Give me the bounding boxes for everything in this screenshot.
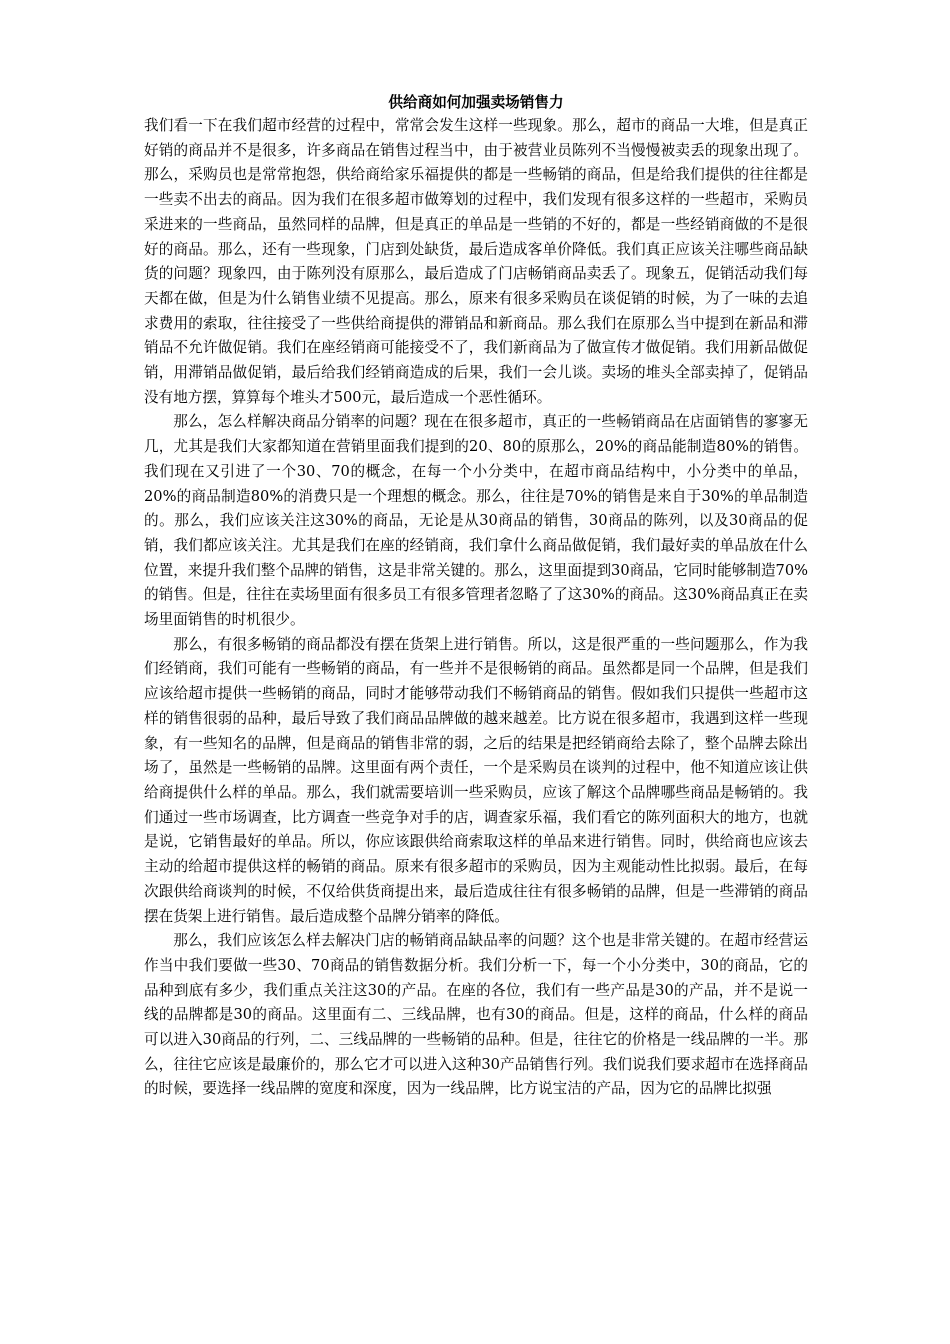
document-body xyxy=(144,92,808,1102)
paragraph-2: 那么，怎么样解决商品分销率的问题？现在在很多超市，真正的一些畅销商品在店面销售的寥寥无几，尤其是我们大家都知道在营销里面我们提到的20、80的原那么，20%的商品能制造80%的销售。我们现在又引进了一个30、70的概念，在每一个小分类中，在超市商品结构中，小分类中的单品，20%的商品制造80%的消费只是一个理想的概念。那么，往往是70%的销售是来自于30%的单品制造的。那么，我们应该关注这30%的商品，无论是从30商品的销售，30商品的陈列，以及30商品的促销，我们都应该关注。尤其是我们在座的经销商，我们拿什么商品做促销，我们最好卖的单品放在什么位置，来提升我们整个品牌的销售，这是非常关键的。那么，这里面提到30商品，它同时能够制造70%的销售。但是，往往在卖场里面有很多员工有很多管理者忽略了了这30%的商品。这30%商品真正在卖场里面销售的时机很少。 xyxy=(144,413,808,629)
paragraph-3: 那么，有很多畅销的商品都没有摆在货架上进行销售。所以，这是很严重的一些问题那么，作为我们经销商，我们可能有一些畅销的商品，有一些并不是很畅销的商品。虽然都是同一个品牌，但是我们应该给超市提供一些畅销的商品，同时才能够带动我们不畅销商品的销售。假如我们只提供一些超市这样的销售很弱的品种，最后导致了我们商品品牌做的越来越差。比方说在很多超市，我遇到这样一些现象，有一些知名的品牌，但是商品的销售非常的弱，之后的结果是把经销商给去除了，整个品牌去除出场了，虽然是一些畅销的品牌。这里面有两个责任，一个是采购员在谈判的过程中，他不知道应该让供给商提供什么样的单品。那么，我们就需要培训一些采购员，应该了解这个品牌哪些商品是畅销的。我们通过一些市场调查，比方调查一些竞争对手的店，调查家乐福，我们看它的陈列面积大的地方，也就是说，它销售最好的单品。所以，你应该跟供给商索取这样的单品来进行销售。同时，供给商也应该去主动的给超市提供这样的畅销的商品。原来有很多超市的采购员，因为主观能动性比拟弱。最后，在每次跟供给商谈判的时候，不仅给供货商提出来，最后造成往往有很多畅销的品牌，但是一些滞销的商品摆在货架上进行销售。最后造成整个品牌分销率的降低。 xyxy=(144,635,808,925)
paragraph-4: 那么，我们应该怎么样去解决门店的畅销商品缺品率的问题？这个也是非常关键的。在超市经营运作当中我们要做一些30、70商品的销售数据分析。我们分析一下，每一个小分类中，30的商品，它的品种到底有多少，我们重点关注这30的产品。在座的各位，我们有一些产品是30的产品，并不是说一线的品牌都是30的商品。这里面有二、三线品牌，也有30的商品。但是，这样的商品，什么样的商品可以进入30商品的行列，二、三线品牌的一些畅销的品种。但是，往往它的价格是一线品牌的一半。那么，往往它应该是最廉价的，那么它才可以进入这种30产品销售行列。我们说我们要求超市在选择商品的时候，要选择一线品牌的宽度和深度，因为一线品牌，比方说宝洁的产品，因为它的品牌比拟强 xyxy=(144,932,808,1098)
document-title: 供给商如何加强卖场销售力 xyxy=(388,94,564,111)
paragraph-1: 我们看一下在我们超市经营的过程中，常常会发生这样一些现象。那么，超市的商品一大堆，但是真正好销的商品并不是很多，许多商品在销售过程当中，由于被营业员陈列不当慢慢被卖丢的现象出现了。那么，采购员也是常常抱怨，供给商给家乐福提供的都是一些畅销的商品，但是给我们提供的往往都是一些卖不出去的商品。因为我们在很多超市做筹划的过程中，我们发现有很多这样的一些超市，采购员采进来的一些商品，虽然同样的品牌，但是真正的单品是一些销的不好的，都是一些经销商做的不是很好的商品。那么，还有一些现象，门店到处缺货，最后造成客单价降低。我们真正应该关注哪些商品缺货的问题？现象四，由于陈列没有原那么，最后造成了门店畅销商品卖丢了。现象五，促销活动我们每天都在做，但是为什么销售业绩不见提高。那么，原来有很多采购员在谈促销的时候，为了一味的去追求费用的索取，往往接受了一些供给商提供的滞销品和新商品。那么我们在原那么当中提到在新品和滞销品不允许做促销。我们在座经销商可能接受不了，我们新商品为了做宣传才做促销。我们用新品做促销，用滞销品做促销，最后给我们经销商造成的后果，我们一会儿谈。卖场的堆头全部卖掉了，促销品没有地方摆，算算每个堆头才500元，最后造成一个恶性循环。 xyxy=(144,117,808,406)
